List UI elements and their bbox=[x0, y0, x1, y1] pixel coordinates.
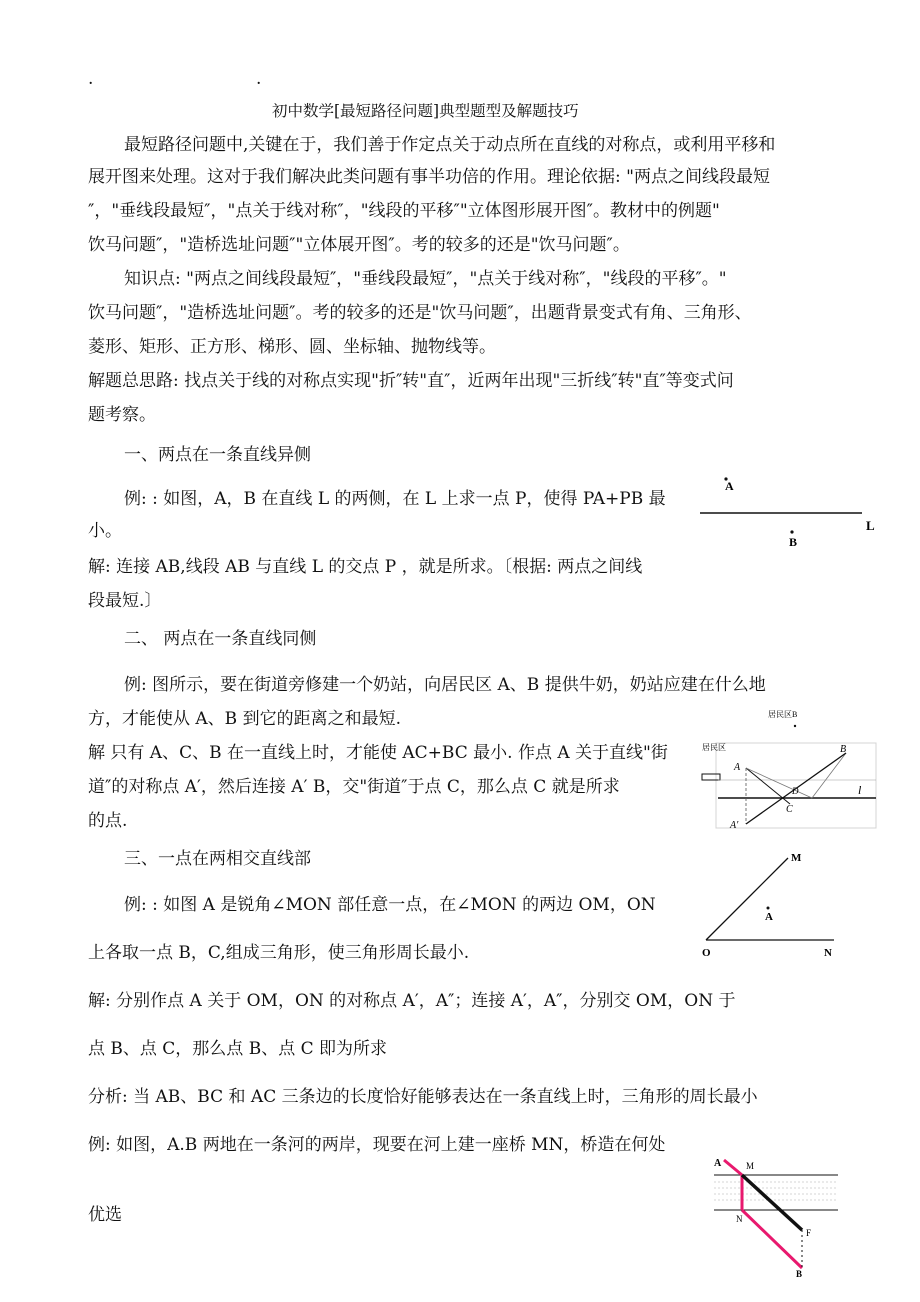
knowledge-line-3: 菱形、矩形、正方形、梯形、圆、坐标轴、抛物线等。 bbox=[88, 337, 496, 357]
ray-om bbox=[706, 858, 788, 940]
label-l: L bbox=[866, 518, 875, 533]
section-1-example-line-2: 小。 bbox=[88, 521, 122, 541]
intro-line-4: 饮马问题″，"造桥选址问题″"立体展开图″。考的较多的还是"饮马问题″。 bbox=[88, 235, 630, 255]
label-o: O bbox=[702, 947, 711, 958]
label-a: A bbox=[725, 479, 734, 493]
approach-line-2: 题考察。 bbox=[88, 405, 156, 425]
segment-d-b bbox=[812, 753, 846, 798]
label-residence-b: 居民区B bbox=[768, 710, 798, 719]
section-1-heading: 一、两点在一条直线异侧 bbox=[124, 445, 311, 465]
label-m: M bbox=[791, 852, 802, 864]
page-title: 初中数学[最短路径问题]典型题型及解题技巧 bbox=[272, 102, 579, 120]
knowledge-line-2: 饮马问题″，"造桥选址问题″。考的较多的还是"饮马问题″，出题背景变式有角、三角形、 bbox=[88, 303, 752, 323]
section-4-example: 例: 如图，A.B 两地在一条河的两岸，现要在河上建一座桥 MN，桥造在何处 bbox=[88, 1135, 666, 1155]
section-3-example-line-2: 上各取一点 B，C,组成三角形，使三角形周长最小. bbox=[88, 943, 470, 963]
section-3-solution-line-1: 解: 分别作点 A 关于 OM，ON 的对称点 A′，A″；连接 A′，A″，分别交 OM，ON 于 bbox=[88, 991, 736, 1011]
label-d: D bbox=[792, 786, 799, 796]
label-m: M bbox=[746, 1161, 755, 1171]
section-2-heading: 二、 两点在一条直线同侧 bbox=[124, 629, 317, 649]
segment-a-m bbox=[724, 1160, 742, 1175]
section-2-solution-line-3: 的点. bbox=[88, 811, 128, 831]
label-f: F bbox=[806, 1228, 812, 1238]
header-dot-left: . bbox=[88, 69, 94, 89]
label-a: A bbox=[765, 911, 773, 923]
figure-milk-station bbox=[700, 704, 878, 834]
section-3-example-line-1: 例: : 如图 A 是锐角∠MON 部任意一点，在∠MON 的两边 OM，ON bbox=[124, 895, 656, 915]
intro-line-1: 最短路径问题中,关键在于，我们善于作定点关于动点所在直线的对称点，或利用平移和 bbox=[124, 135, 776, 155]
residence-b-dot bbox=[794, 725, 796, 727]
header-dot-right: . bbox=[256, 69, 262, 89]
label-n: N bbox=[824, 947, 832, 958]
label-b: B bbox=[796, 1269, 803, 1279]
label-a-prime: A′ bbox=[730, 820, 739, 831]
label-n: N bbox=[736, 1214, 743, 1224]
knowledge-line-1: 知识点: "两点之间线段最短″，"垂线段最短″，"点关于线对称″，"线段的平移″。" bbox=[124, 269, 727, 289]
segment-n-b bbox=[742, 1210, 802, 1268]
footer-label: 优选 bbox=[88, 1205, 122, 1225]
figure-two-points-opposite-sides bbox=[690, 468, 890, 558]
section-3-solution-line-2: 点 B、点 C，那么点 B、点 C 即为所求 bbox=[88, 1039, 388, 1059]
label-a: A bbox=[714, 1158, 722, 1169]
section-1-solution-line-2: 段最短.〕 bbox=[88, 591, 162, 611]
approach-line-1: 解题总思路: 找点关于线的对称点实现"折″转"直″，近两年出现"三折线″转"直″等变式问 bbox=[88, 371, 734, 391]
section-1-solution-line-1: 解: 连接 AB,线段 AB 与直线 L 的交点 P ，就是所求。〔根据: 两点之间线 bbox=[88, 557, 643, 577]
section-3-heading: 三、一点在两相交直线部 bbox=[124, 849, 311, 869]
label-c: C bbox=[786, 804, 793, 815]
segment-a-d bbox=[746, 768, 812, 798]
section-1-example-line-1: 例: : 如图，A，B 在直线 L 的两侧，在 L 上求一点 P，使得 PA+PB 最 bbox=[124, 489, 666, 509]
translated-segment bbox=[742, 1175, 802, 1230]
label-b: B bbox=[840, 744, 847, 755]
label-residence-a: 居民区 bbox=[702, 743, 726, 752]
section-2-example-line-2: 方，才能使从 A、B 到它的距离之和最短. bbox=[88, 709, 401, 729]
intro-line-2: 展开图来处理。这对于我们解决此类问题有事半功倍的作用。理论依据: "两点之间线段最短 bbox=[88, 167, 770, 187]
point-b-dot bbox=[790, 530, 793, 533]
building-icon bbox=[702, 774, 720, 780]
label-b: B bbox=[789, 535, 798, 549]
section-2-solution-line-1: 解 只有 A、C、B 在一直线上时，才能使 AC+BC 最小. 作点 A 关于直线"街 bbox=[88, 743, 668, 763]
label-l: l bbox=[858, 783, 862, 797]
section-2-example-line-1: 例: 图所示，要在街道旁修建一个奶站，向居民区 A、B 提供牛奶，奶站应建在什么地 bbox=[124, 675, 766, 695]
section-2-solution-line-2: 道″的对称点 A′，然后连接 A′ B，交"街道″于点 C，那么点 C 就是所求 bbox=[88, 777, 620, 797]
section-3-analysis: 分析: 当 AB、BC 和 AC 三条边的长度恰好能够表达在一条直线上时，三角形的周长最小 bbox=[88, 1087, 758, 1107]
figure-angle-mon bbox=[696, 846, 846, 958]
figure-bridge bbox=[708, 1150, 848, 1280]
intro-line-3: ″，"垂线段最短″，"点关于线对称″，"线段的平移″"立体图形展开图″。教材中的例题" bbox=[88, 201, 720, 221]
point-a-dot bbox=[767, 907, 770, 910]
label-a: A bbox=[734, 762, 741, 773]
